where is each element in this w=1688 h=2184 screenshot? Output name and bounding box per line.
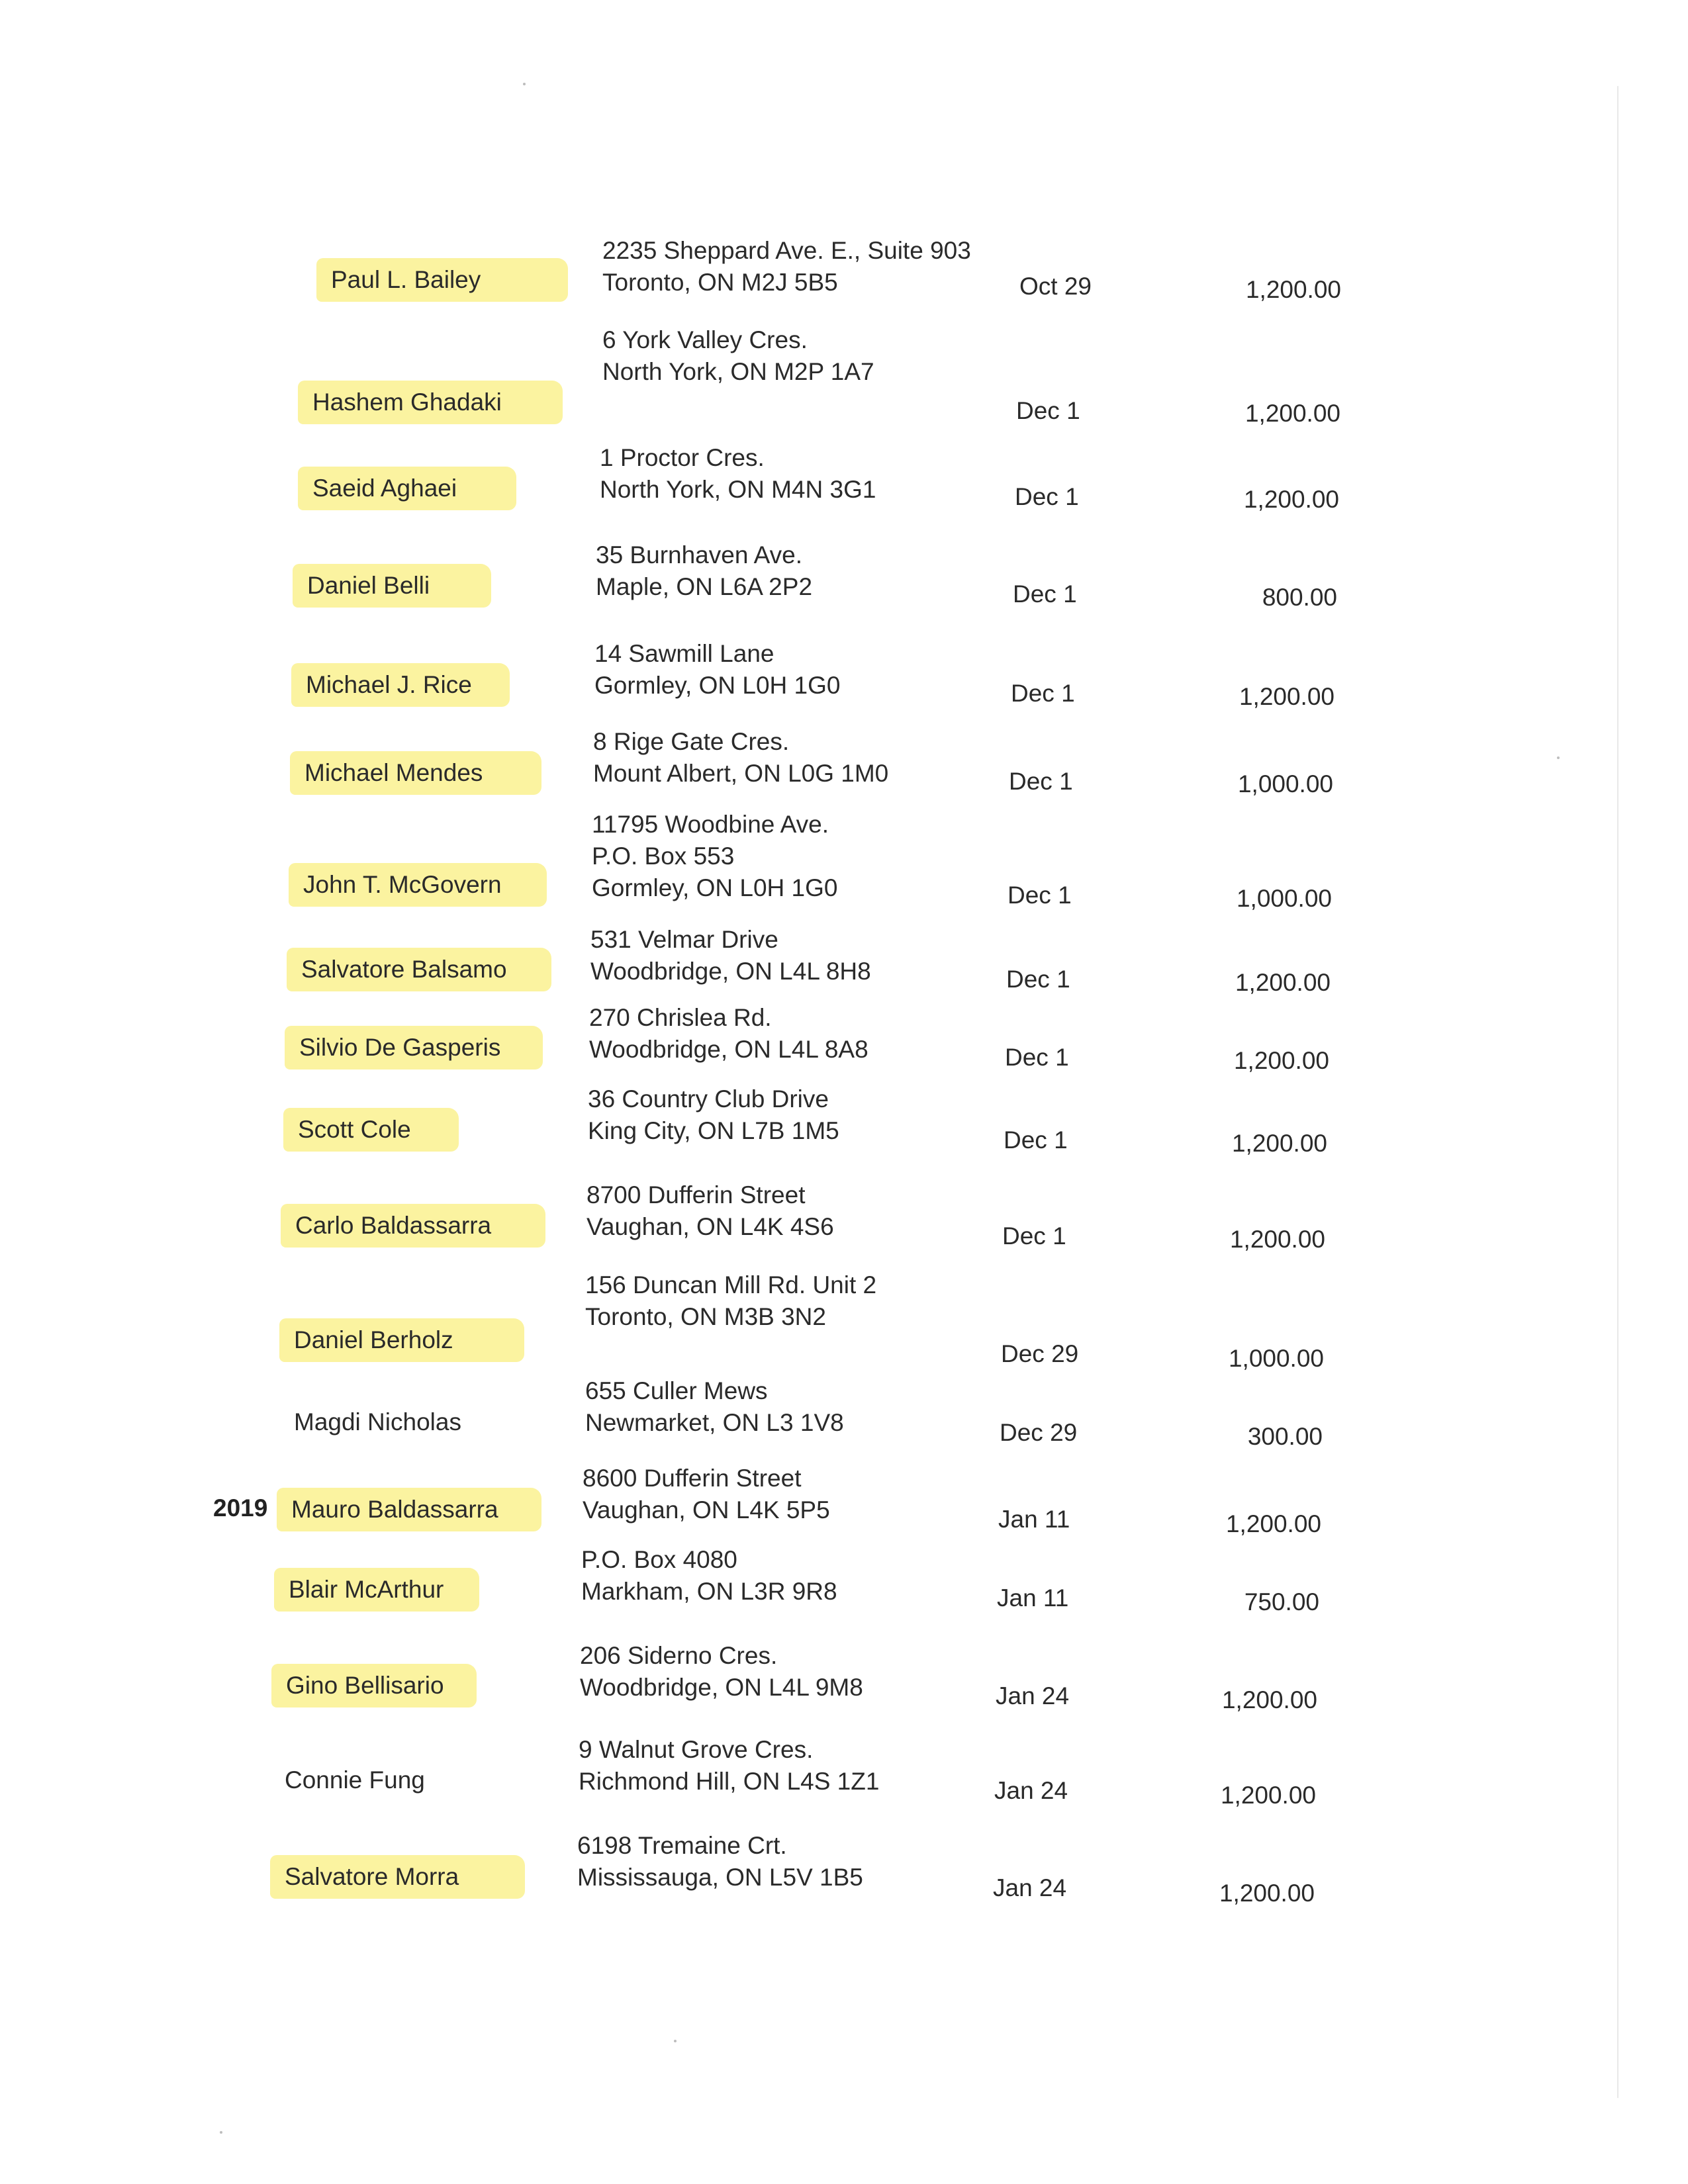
address-block <box>593 726 888 790</box>
donor-name: Saeid Aghaei <box>312 475 457 502</box>
donation-amount: 1,000.00 <box>1228 1345 1324 1372</box>
donation-amount: 1,200.00 <box>1235 969 1331 996</box>
donor-name: Connie Fung <box>285 1766 425 1794</box>
address-line: 11795 Woodbine Ave. <box>592 811 829 838</box>
donor-name: John T. McGovern <box>303 871 502 898</box>
address-line: North York, ON M2P 1A7 <box>602 358 874 385</box>
address-line: 35 Burnhaven Ave. <box>596 541 803 569</box>
address-line: Markham, ON L3R 9R8 <box>581 1578 837 1605</box>
address-block <box>600 442 876 506</box>
address-block <box>580 1640 863 1704</box>
address-line: Toronto, ON M2J 5B5 <box>602 269 838 296</box>
donation-date: Dec 1 <box>1013 580 1077 608</box>
donation-amount: 1,200.00 <box>1219 1880 1315 1907</box>
address-line: 655 Culler Mews <box>585 1377 768 1404</box>
donation-amount: 1,200.00 <box>1221 1686 1317 1713</box>
address-line: Gormley, ON L0H 1G0 <box>594 672 841 699</box>
donor-name-cell <box>287 948 551 991</box>
donor-name-cell <box>289 863 547 907</box>
donation-date: Jan 24 <box>993 1874 1067 1901</box>
address-line: 1 Proctor Cres. <box>600 444 765 471</box>
donor-name-cell <box>285 1026 543 1069</box>
donation-amount: 1,200.00 <box>1225 1510 1321 1537</box>
donor-name-cell <box>293 564 491 608</box>
donor-name-cell <box>277 1488 541 1531</box>
donor-name: Paul L. Bailey <box>331 266 481 293</box>
donation-date: Dec 1 <box>1004 1126 1068 1154</box>
address-block <box>602 235 971 298</box>
address-block <box>602 324 874 388</box>
address-line: 156 Duncan Mill Rd. Unit 2 <box>585 1271 877 1298</box>
address-line: North York, ON M4N 3G1 <box>600 476 876 503</box>
address-line: 270 Chrislea Rd. <box>589 1004 772 1031</box>
address-line: Woodbridge, ON L4L 9M8 <box>580 1674 863 1701</box>
address-line: 6 York Valley Cres. <box>602 326 808 353</box>
address-line: Mississauga, ON L5V 1B5 <box>577 1864 863 1891</box>
scan-speck <box>674 2040 677 2042</box>
donation-amount: 1,200.00 <box>1233 1047 1329 1074</box>
donor-name-cell <box>279 1318 524 1362</box>
donor-name-cell <box>281 1204 545 1248</box>
donation-amount: 1,200.00 <box>1245 276 1341 303</box>
scan-edge-line <box>1617 86 1618 2098</box>
address-block <box>594 638 840 702</box>
address-line: P.O. Box 4080 <box>581 1546 737 1573</box>
donation-date: Dec 1 <box>1011 680 1075 707</box>
address-block <box>588 1083 839 1147</box>
donation-date: Dec 1 <box>1002 1222 1066 1250</box>
address-line: 531 Velmar Drive <box>590 926 778 953</box>
scan-speck <box>220 2131 222 2134</box>
donor-name-cell <box>270 1855 525 1899</box>
scan-speck <box>1557 756 1560 759</box>
donor-name: Salvatore Morra <box>285 1863 459 1890</box>
address-line: Richmond Hill, ON L4S 1Z1 <box>579 1768 880 1795</box>
donation-amount: 1,000.00 <box>1237 770 1333 797</box>
donor-name: Daniel Belli <box>307 572 430 599</box>
address-line: 8600 Dufferin Street <box>583 1465 802 1492</box>
donor-name-cell <box>274 1568 479 1612</box>
address-line: Vaughan, ON L4K 4S6 <box>586 1213 834 1240</box>
address-line: 8700 Dufferin Street <box>586 1181 806 1208</box>
address-line: Vaughan, ON L4K 5P5 <box>583 1496 830 1524</box>
address-line: 36 Country Club Drive <box>588 1085 829 1113</box>
donation-amount: 1,200.00 <box>1243 486 1339 513</box>
address-line: Mount Albert, ON L0G 1M0 <box>593 760 889 787</box>
donor-name: Magdi Nicholas <box>294 1408 461 1435</box>
address-block <box>581 1544 837 1608</box>
donation-amount: 300.00 <box>1247 1423 1323 1450</box>
address-block <box>596 539 812 603</box>
address-line: 206 Siderno Cres. <box>580 1642 778 1669</box>
donation-amount: 1,000.00 <box>1236 885 1332 912</box>
donation-amount: 1,200.00 <box>1229 1226 1325 1253</box>
donor-name-cell <box>279 1400 518 1444</box>
donor-name: Salvatore Balsamo <box>301 956 507 983</box>
donor-name-cell <box>291 663 510 707</box>
donor-name: Daniel Berholz <box>294 1326 453 1353</box>
donor-name-cell <box>270 1758 508 1802</box>
donor-name: Michael J. Rice <box>306 671 472 698</box>
address-line: 8 Rige Gate Cres. <box>593 728 790 755</box>
donation-date: Dec 1 <box>1008 882 1072 909</box>
donor-name-cell <box>290 751 541 795</box>
donation-date: Dec 29 <box>1000 1419 1078 1446</box>
donor-name: Gino Bellisario <box>286 1672 444 1699</box>
donor-name: Blair McArthur <box>289 1576 444 1603</box>
donor-name: Michael Mendes <box>305 759 483 786</box>
donation-date: Jan 24 <box>994 1777 1068 1804</box>
address-block <box>585 1375 844 1439</box>
donation-amount: 1,200.00 <box>1231 1130 1327 1157</box>
donor-name: Scott Cole <box>298 1116 411 1143</box>
donation-date: Dec 1 <box>1005 1044 1069 1071</box>
address-block <box>590 924 871 987</box>
donor-name: Mauro Baldassarra <box>291 1496 498 1523</box>
donor-name: Carlo Baldassarra <box>295 1212 492 1239</box>
donation-amount: 1,200.00 <box>1244 400 1340 427</box>
donor-name-cell <box>316 258 568 302</box>
donor-name-cell <box>298 381 563 424</box>
donation-date: Dec 1 <box>1016 397 1080 424</box>
address-line: 14 Sawmill Lane <box>594 640 774 667</box>
address-line: Woodbridge, ON L4L 8H8 <box>590 958 871 985</box>
address-line: 6198 Tremaine Crt. <box>577 1832 787 1859</box>
address-block <box>589 1002 868 1066</box>
donor-name-cell <box>298 467 516 510</box>
donation-date: Dec 1 <box>1015 483 1079 510</box>
address-block <box>583 1463 830 1526</box>
year-marker: 2019 <box>213 1494 268 1522</box>
donor-name-cell <box>283 1108 459 1152</box>
donation-amount: 1,200.00 <box>1220 1782 1316 1809</box>
address-block <box>592 809 837 904</box>
donation-date: Dec 1 <box>1009 768 1073 795</box>
donation-date: Dec 1 <box>1006 966 1070 993</box>
address-line: Newmarket, ON L3 1V8 <box>585 1409 844 1436</box>
address-line: Woodbridge, ON L4L 8A8 <box>589 1036 868 1063</box>
address-line: 2235 Sheppard Ave. E., Suite 903 <box>602 237 971 264</box>
donation-date: Jan 11 <box>997 1584 1069 1612</box>
scan-speck <box>523 83 526 85</box>
donor-name: Hashem Ghadaki <box>312 388 502 416</box>
donor-name-cell <box>271 1664 477 1707</box>
donor-name: Silvio De Gasperis <box>299 1034 501 1061</box>
address-block <box>579 1734 879 1797</box>
address-line: 9 Walnut Grove Cres. <box>579 1736 814 1763</box>
donation-amount: 800.00 <box>1262 584 1337 611</box>
address-line: Gormley, ON L0H 1G0 <box>592 874 838 901</box>
address-block <box>586 1179 834 1243</box>
address-block <box>585 1269 876 1333</box>
donation-date: Oct 29 <box>1019 273 1092 300</box>
donation-amount: 1,200.00 <box>1239 683 1335 710</box>
address-line: P.O. Box 553 <box>592 842 735 870</box>
donation-date: Jan 11 <box>998 1506 1070 1533</box>
address-line: Toronto, ON M3B 3N2 <box>585 1303 826 1330</box>
donation-date: Jan 24 <box>996 1682 1070 1709</box>
donation-date: Dec 29 <box>1001 1340 1079 1367</box>
address-line: King City, ON L7B 1M5 <box>588 1117 839 1144</box>
address-block <box>577 1830 863 1893</box>
address-line: Maple, ON L6A 2P2 <box>596 573 813 600</box>
donation-amount: 750.00 <box>1244 1588 1319 1615</box>
